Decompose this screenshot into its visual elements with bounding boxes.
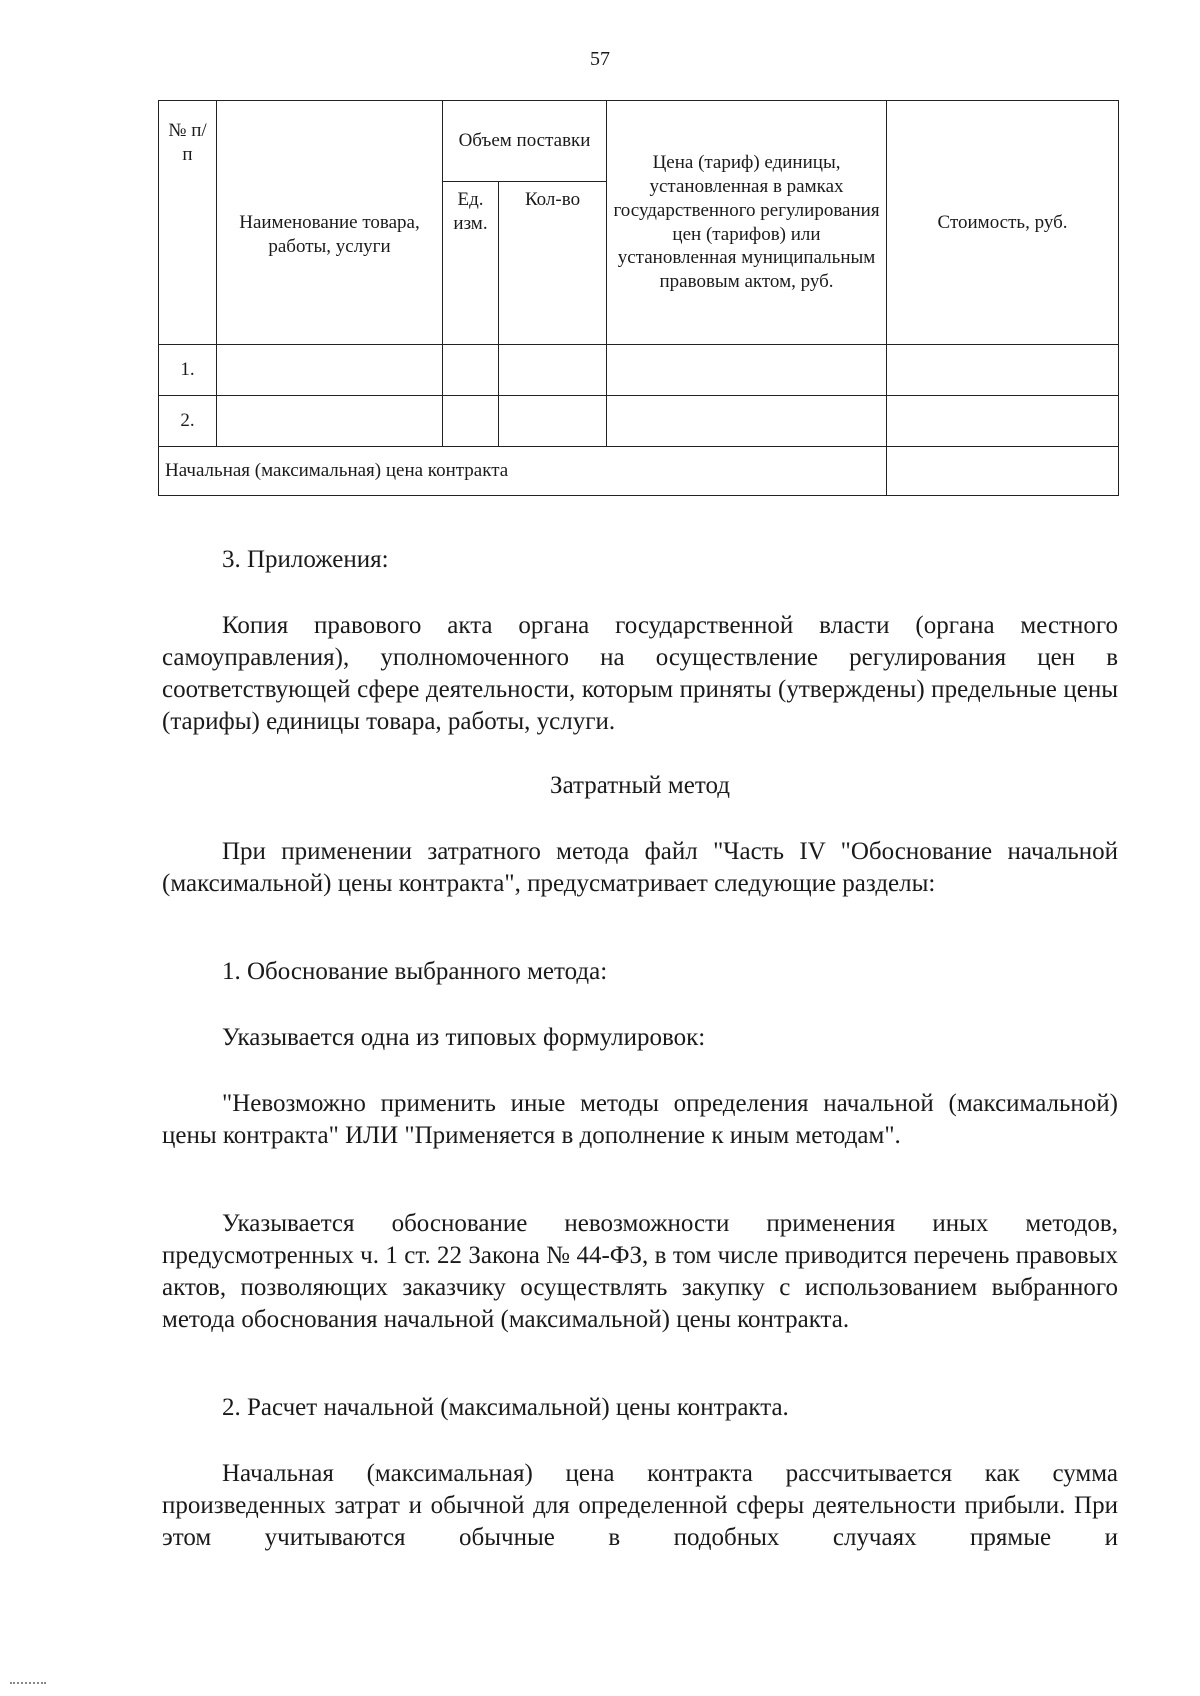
row-num: 1. xyxy=(159,345,217,396)
row-unit xyxy=(443,396,499,447)
header-price: Цена (тариф) единицы, установленная в рамках государственного регулирования цен (тарифов) или установленная муниципальным правовым актом, руб. xyxy=(607,101,887,345)
row-qty xyxy=(499,345,607,396)
total-value xyxy=(887,447,1119,496)
row-price xyxy=(607,396,887,447)
table-row xyxy=(159,396,1119,447)
header-unit: Ед. изм. xyxy=(443,182,499,345)
item2-heading: 2. Расчет начальной (максимальной) цены контракта. xyxy=(222,1394,789,1421)
row-cost xyxy=(887,345,1119,396)
header-name: Наименование товара, работы, услуги xyxy=(217,101,443,345)
price-table xyxy=(158,100,1119,496)
row-qty xyxy=(499,396,607,447)
header-num: № п/п xyxy=(159,101,217,345)
appendix-text: Копия правового акта органа государственной власти (органа местного самоуправления), уполномоченного на осуществление регулирования цен в соответствующей сфере деятельности, которым приняты (утверждены) предельные цены (тарифы) единицы товара, работы, услуги. xyxy=(162,612,1118,735)
row-name xyxy=(217,396,443,447)
row-num: 2. xyxy=(159,396,217,447)
item1-justification: Указывается обоснование невозможности применения иных методов, предусмотренных ч. 1 ст. 22 Закона № 44-ФЗ, в том числе приводится перечень правовых актов, позволяющих заказчику осуществлять закупку с использованием выбранного метода обоснования начальной (максимальной) цены контракта. xyxy=(162,1210,1118,1333)
item1-quote: "Невозможно применить иные методы определения начальной (максимальной) цены контракта" ИЛИ "Применяется в дополнение к иным методам". xyxy=(162,1090,1118,1149)
row-unit xyxy=(443,345,499,396)
page-number: 57 xyxy=(590,48,610,70)
method-title: Затратный метод xyxy=(550,772,730,799)
header-cost: Стоимость, руб. xyxy=(887,101,1119,345)
item1-heading: 1. Обоснование выбранного метода: xyxy=(222,958,608,985)
header-qty: Кол-во xyxy=(499,182,607,345)
table-row xyxy=(159,345,1119,396)
total-label: Начальная (максимальная) цена контракта xyxy=(159,447,887,496)
table-total-row xyxy=(159,447,1119,496)
row-price xyxy=(607,345,887,396)
appendix-heading: 3. Приложения: xyxy=(222,546,389,573)
row-name xyxy=(217,345,443,396)
method-intro: При применении затратного метода файл "Часть IV "Обоснование начальной (максимальной) цены контракта", предусматривает следующие разделы: xyxy=(162,838,1118,897)
row-cost xyxy=(887,396,1119,447)
header-volume: Объем поставки xyxy=(443,101,607,182)
scan-mark xyxy=(10,1682,46,1686)
table-header-row xyxy=(159,101,1119,182)
item2-text: Начальная (максимальная) цена контракта рассчитывается как сумма произведенных затрат и обычной для определенной сферы деятельности прибыли. При этом учитываются обычные в подобных случаях прямые и xyxy=(162,1460,1118,1551)
item1-note: Указывается одна из типовых формулировок: xyxy=(222,1024,706,1051)
